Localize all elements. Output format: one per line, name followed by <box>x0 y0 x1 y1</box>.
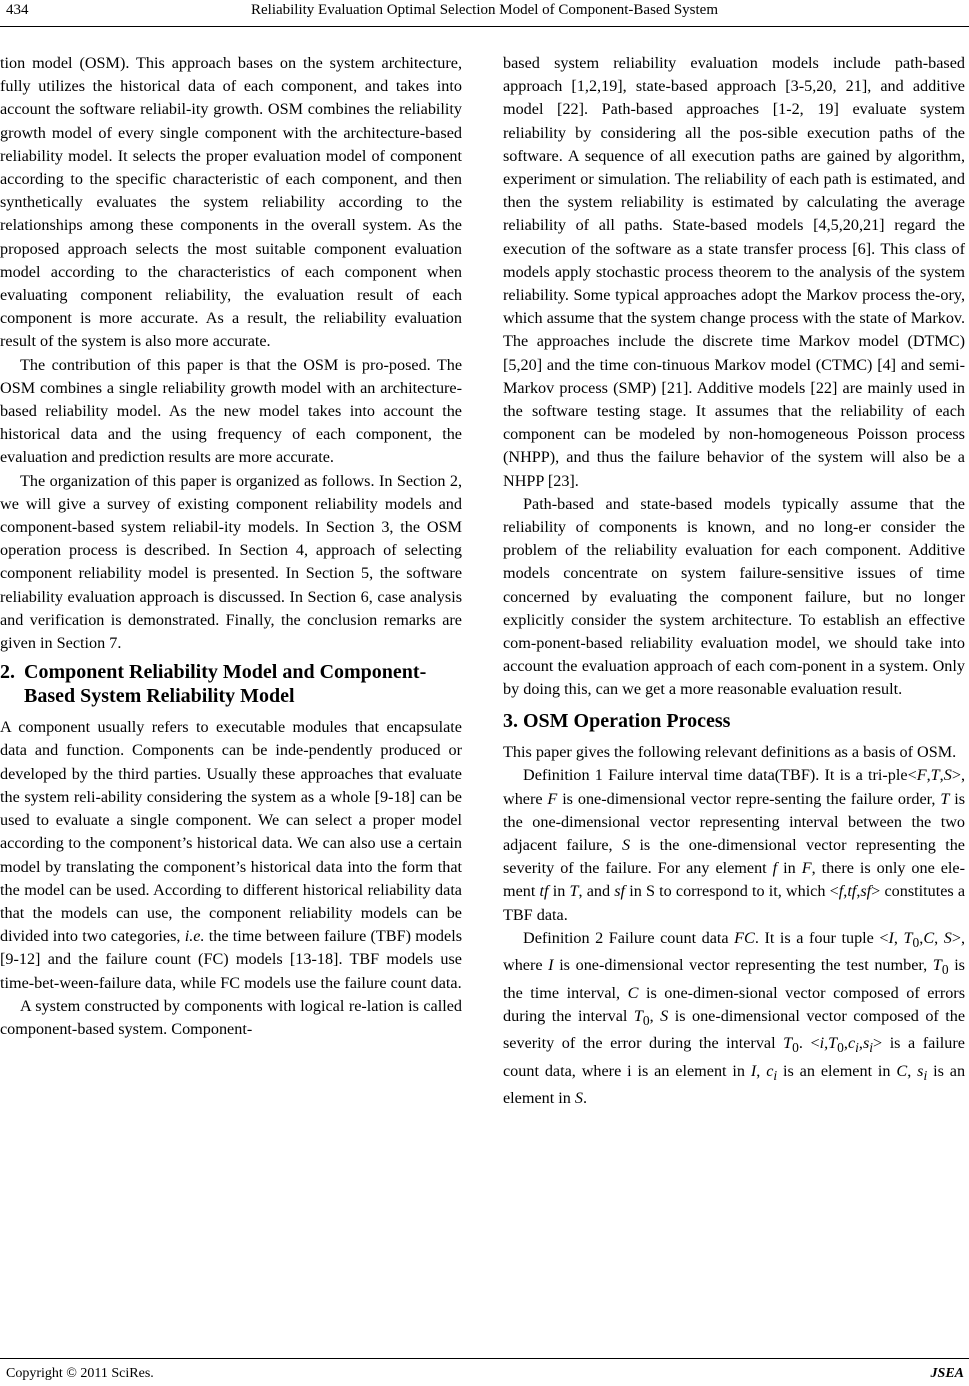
section-2-title: Component Reliability Model and Component-Based System Reliability Model <box>24 661 427 707</box>
paragraph-definitions-intro: This paper gives the following relevant definitions as a basis of OSM. <box>503 743 957 762</box>
section-2-number: 2. <box>0 661 15 684</box>
paragraph-component-definition: A component usually refers to executable modules that encapsulate data and function. Components can be inde-pendently produced or developed by the third parties. Usually these approaches that evaluate the system reli-ability considering the system as a whole [9-18] can be used to evaluate a single component. We can select a proper model according to the component’s historical data. We can also use a certain model by translating the component’s historical data into the form that the model can be used. According to different historical reliability data that the models can use, the component reliability models can be divided into two categories, i.e. the time between failure (TBF) models [9-12] and the failure count (FC) models [13-18]. TBF models use time-bet-ween-failure data, while FC models use the failure count data. <box>0 718 462 992</box>
section-3-heading: 3. OSM Operation Process <box>503 709 731 732</box>
running-title: Reliability Evaluation Optimal Selection Model of Component-Based System <box>250 2 718 18</box>
paragraph-organization: The organization of this paper is organized as follows. In Section 2, we will give a survey of existing component reliability models and component-based system reliabil-ity models. In Section 3, the OSM operation process is described. In Section 4, approach of selecting component reliability model is presented. In Section 5, the software reliability evaluation approach is discussed. In Section 6, case analysis and verification is demonstrated. Finally, the conclusion remarks are given in Section 7. <box>0 471 462 653</box>
left-column <box>0 52 462 1041</box>
paragraph-component-based-system: A system constructed by components with logical re-lation is called component-based system. Component- <box>0 996 462 1038</box>
journal-abbreviation: JSEA <box>930 1366 964 1381</box>
header-rule <box>0 26 969 27</box>
paragraph-system-models: based system reliability evaluation models include path-based approach [1,2,19], state-based approach [3-5,20, 21], and additive model [22]. Path-based approaches [1-2, 19] evaluate system reliability by considering all the pos-sible execution paths of the software. A sequence of all execution paths are gained by algorithm, experiment or simulation. The reliability of each path is estimated, and then the system reliability is estimated by calculating the average reliability of all paths. State-based models [4,5,20,21] regard the execution of the software as a state transfer process [6]. This class of models apply stochastic process theorem to the analysis of the system reliability. Some typical approaches adopt the Markov process the-ory, which assume that the system change process with the state of Markov. The approaches include the discrete time Markov model (DTMC) [5,20] and the time con-tinuous Markov model (CTMC) [4] and semi-Markov process (SMP) [21]. Additive models [22] are mainly used in the software testing stage. It assumes that the reliability of each component can be modeled by non-homogeneous Poisson process (NHPP), and thus the failure behavior of the system will also be a NHPP [23]. <box>503 54 965 490</box>
page-header <box>0 0 969 30</box>
paragraph-path-state-models: Path-based and state-based models typically assume that the reliability of components is known, and no long-er consider the problem of the reliability evaluation for each component. Additive models concentrate on system failure-sensitive issues of time concerned by evaluating the component failure, but no longer explicitly consider the system architecture. To establish an effective com-ponent-based reliability evaluation model, we should take into account the evaluation approach of each com-ponent in a system. Only by doing this, can we get a more reasonable evaluation result. <box>503 494 965 699</box>
paragraph-definition-2: Definition 2 Failure count data FC. It is a four tuple <I, $T_0,C$, S>, where I is one-dimensional vector representing the test number, $T_0$ is the time interval, C is one-dimen-sional vector composed of errors during the interval $T_0$, S is one-dimensional vector composed of the severity of the error during the interval $T_0$. $<i,T_0,c_i,s_i>$ is a failure count data, where i is an element in I, $c_i$ is an element in C, $s_i$ is an element in S. <box>503 928 966 1108</box>
paragraph-definition-1: Definition 1 Failure interval time data(TBF). It is a tri-ple<F,T,S>, where F is one-dimensional vector repre-senting the failure order, T is the one-dimensional vector representing interval between the two adjacent failure, S is the one-dimensional vector representing the severity of the failure. For any element f in F, there is only one ele-ment tf in T, and sf in S to correspond to it, which <f,tf,sf> constitutes a TBF data. <box>503 766 966 924</box>
page-footer <box>0 1358 969 1386</box>
right-column <box>503 52 965 1110</box>
paragraph-contribution: The contribution of this paper is that the OSM is pro-posed. The OSM combines a single reliability growth model with an architecture-based reliability model. As the new model takes into account the historical data and the using frequency of each component, the evaluation and prediction results are more accurate. <box>0 355 462 467</box>
footer-rule <box>0 1358 969 1359</box>
paragraph-intro-continued: tion model (OSM). This approach bases on the system architecture, fully utilizes the historical data of each component, and takes into account the software reliabil-ity growth. OSM combines the reliability growth model of every single component with the architecture-based reliability model. It selects the proper evaluation model of component according to the specific characteristic of each component, and then synthetically evaluates the system reliability according to the relationships among these components in the overall system. As the proposed approach selects the most suitable component evaluation model according to the characteristics of each component when evaluating component reliability, the evaluation result of each component is more accurate. As a result, the reliability evaluation result of the system is also more accurate. <box>0 54 462 351</box>
page-number: 434 <box>6 2 29 18</box>
copyright-notice: Copyright © 2011 SciRes. <box>6 1366 154 1381</box>
section-2-heading <box>0 661 462 708</box>
